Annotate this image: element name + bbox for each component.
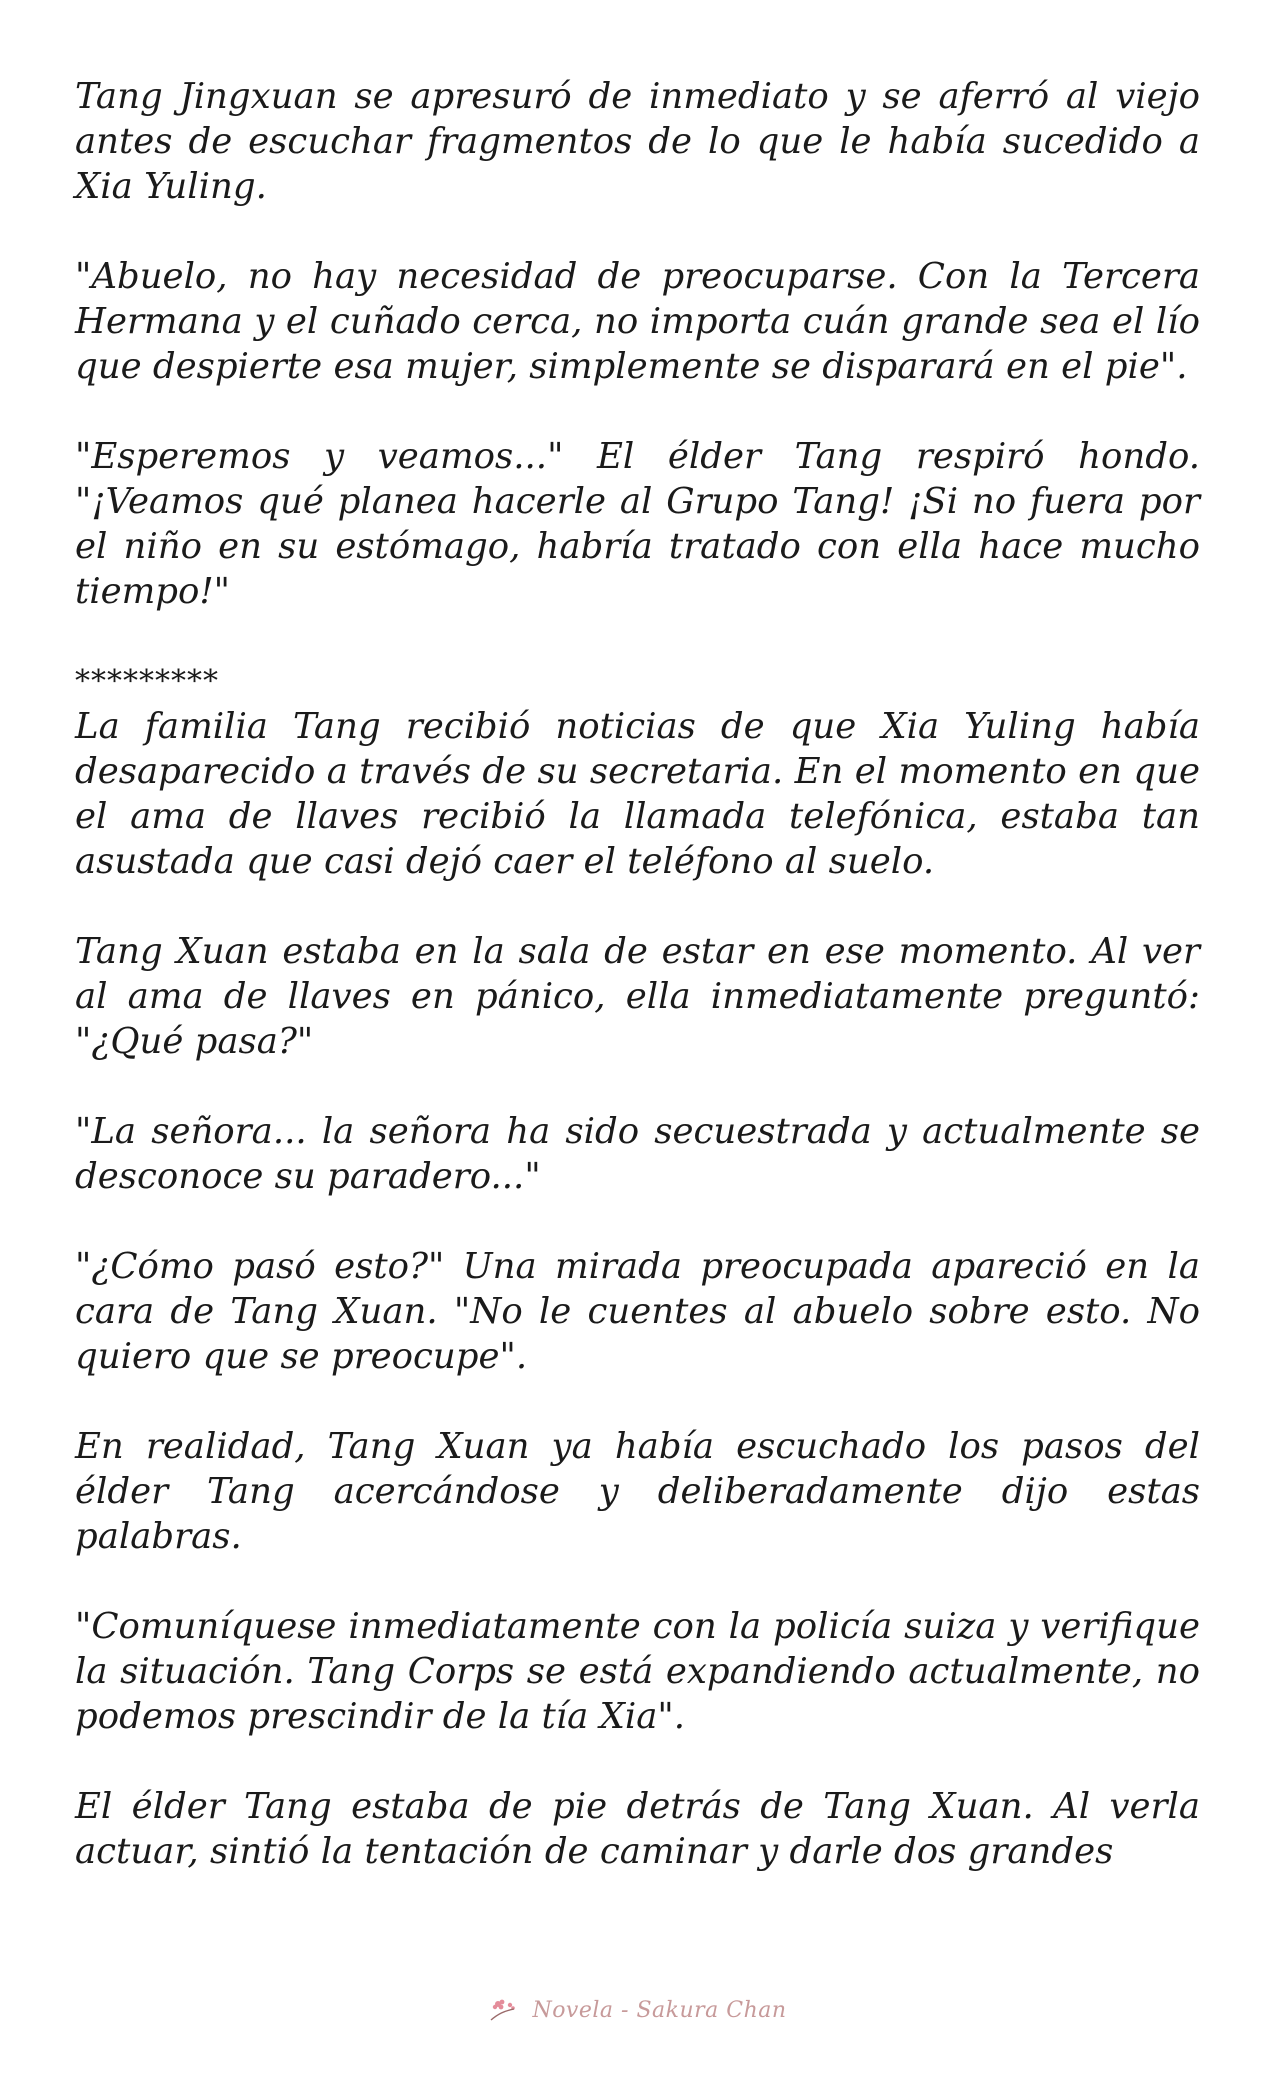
paragraph-6: "La señora... la señora ha sido secuestrada y actualmente se desconoce su paradero..." — [75, 1111, 1200, 1197]
paragraph-5: Tang Xuan estaba en la sala de estar en ese momento. Al ver al ama de llaves en pánico, ella inmediatamente preguntó: "¿Qué pasa?" — [75, 931, 1200, 1062]
paragraph-9: "Comuníquese inmediatamente con la policía suiza y verifique la situación. Tang Corps se está expandiendo actualmente, no podemos prescindir de la tía Xia". — [75, 1606, 1200, 1737]
scene-separator: ********* — [75, 664, 219, 699]
paragraph-4: La familia Tang recibió noticias de que Xia Yuling había desaparecido a través de su secretaria. En el momento en que el ama de llaves recibió la llamada telefónica, estaba tan asustada que casi dejó caer el teléfono al suelo. — [75, 706, 1200, 882]
paragraph-10: El élder Tang estaba de pie detrás de Tang Xuan. Al verla actuar, sintió la tentación de caminar y darle dos grandes — [75, 1786, 1200, 1872]
paragraph-3: "Esperemos y veamos..." El élder Tang respiró hondo. "¡Veamos qué planea hacerle al Grupo Tang! ¡Si no fuera por el niño en su estómago, habría tratado con ella hace mucho tiempo!" — [75, 436, 1200, 612]
footer-watermark — [0, 1996, 1275, 2024]
sakura-blossom-icon — [488, 1996, 522, 2024]
footer-credit: Novela - Sakura Chan — [532, 1997, 787, 2023]
paragraph-2: "Abuelo, no hay necesidad de preocuparse. Con la Tercera Hermana y el cuñado cerca, no importa cuán grande sea el lío que despierte esa mujer, simplemente se disparará en el pie". — [75, 256, 1200, 387]
paragraph-8: En realidad, Tang Xuan ya había escuchado los pasos del élder Tang acercándose y deliberadamente dijo estas palabras. — [75, 1426, 1200, 1557]
document-body — [75, 74, 1200, 1919]
paragraph-1: Tang Jingxuan se apresuró de inmediato y se aferró al viejo antes de escuchar fragmentos de lo que le había sucedido a Xia Yuling. — [75, 76, 1200, 207]
paragraph-7: "¿Cómo pasó esto?" Una mirada preocupada apareció en la cara de Tang Xuan. "No le cuentes al abuelo sobre esto. No quiero que se preocupe". — [75, 1246, 1200, 1377]
